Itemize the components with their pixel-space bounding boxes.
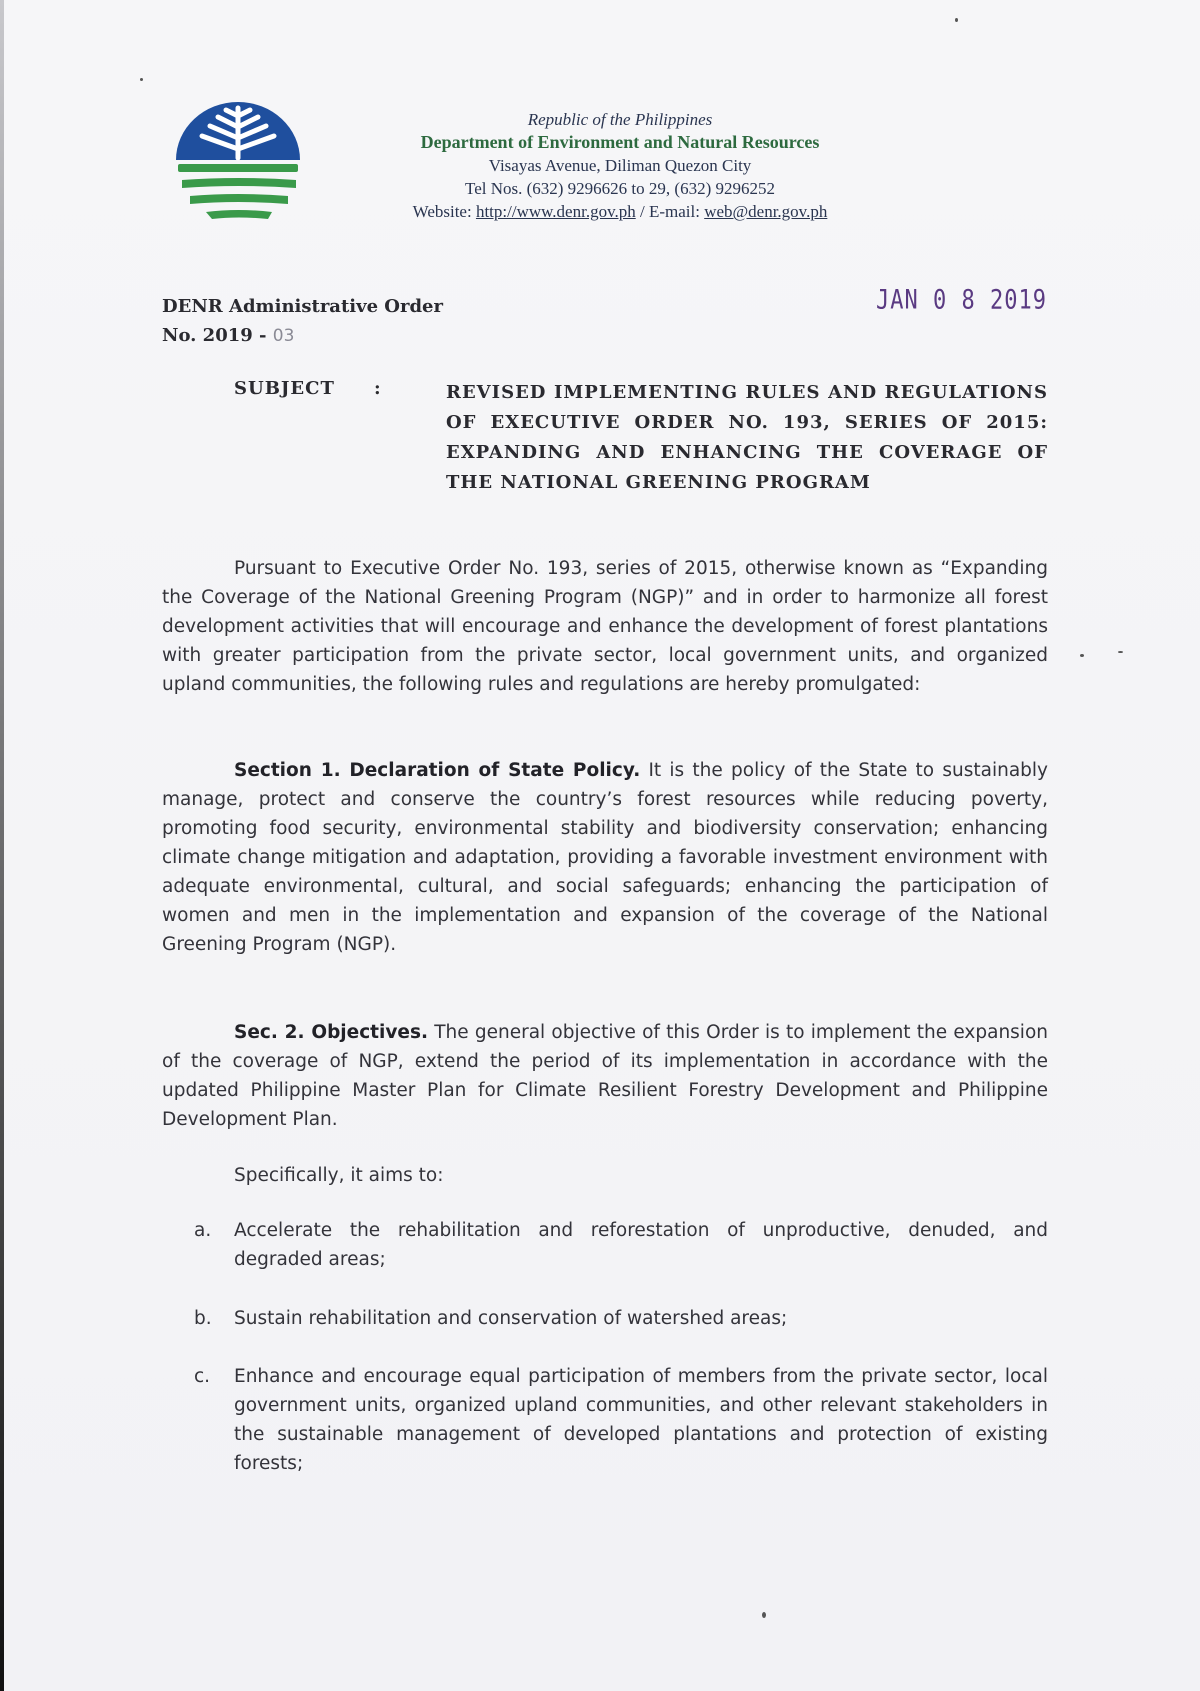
subject-colon: :: [374, 378, 381, 399]
scan-edge-shadow: [0, 0, 4, 1691]
email-label: / E-mail:: [635, 202, 705, 221]
scan-speck: [1080, 654, 1084, 657]
section-2-heading: Sec. 2. Objectives.: [234, 1022, 428, 1043]
date-stamp: JAN 0 8 2019: [876, 285, 1047, 316]
letterhead: [340, 108, 900, 223]
subject-label: SUBJECT: [234, 378, 335, 399]
scan-speck: [140, 78, 143, 81]
denr-logo: [172, 100, 304, 224]
list-item-letter: b.: [194, 1308, 212, 1329]
order-header: [162, 292, 443, 351]
section-2-paragraph: [162, 1018, 1048, 1134]
intro-paragraph: Pursuant to Executive Order No. 193, series of 2015, otherwise known as “Expanding the Coverage of the National Greening Program (NGP)” and in order to harmonize all forest development activities that will encourage and enhance the development of forest plantations with greater participation from the private sector, local government units, and organized upland communities, the following rules and regulations are hereby promulgated:: [162, 558, 1048, 695]
subject-text: REVISED IMPLEMENTING RULES AND REGULATIONS OF EXECUTIVE ORDER NO. 193, SERIES OF 2015: EXPANDING AND ENHANCING THE COVERAGE OF THE NATIONAL GREENING PROGRAM: [446, 382, 1048, 493]
section-1-paragraph: [162, 756, 1048, 959]
list-item-letter: c.: [194, 1366, 211, 1387]
republic-line: Republic of the Philippines: [527, 110, 713, 129]
scan-speck: [762, 1612, 766, 1618]
contact-line: [340, 200, 900, 223]
telephone-line: Tel Nos. (632) 9296626 to 29, (632) 9296252: [465, 179, 775, 198]
website-link[interactable]: http://www.denr.gov.ph: [475, 202, 636, 221]
address-line: Visayas Avenue, Diliman Quezon City: [488, 156, 752, 175]
website-label: Website:: [412, 202, 476, 221]
specifically-line: Specifically, it aims to:: [234, 1165, 444, 1186]
list-item-letter: a.: [194, 1220, 212, 1241]
email-link[interactable]: web@denr.gov.ph: [704, 202, 828, 221]
section-1-text: It is the policy of the State to sustainably manage, protect and conserve the country’s forest resources while reducing poverty, promoting food security, environmental stability and biodiversity conservation; enhancing climate change mitigation and adaptation, providing a favorable investment environment with adequate environmental, cultural, and social safeguards; enhancing the participation of women and men in the implementation and expansion of the coverage of the National Greening Program (NGP).: [162, 760, 1048, 955]
scan-speck: [1118, 651, 1123, 653]
list-item-text: Sustain rehabilitation and conservation of watershed areas;: [234, 1308, 788, 1329]
list-item-text: Enhance and encourage equal participation of members from the private sector, local government units, organized upland communities, and other relevant stakeholders in the sustainable management of developed plantations and protection of existing forests;: [234, 1366, 1048, 1474]
order-number: [162, 321, 443, 351]
order-title: DENR Administrative Order: [162, 296, 443, 317]
department-name: Department of Environment and Natural Resources: [420, 132, 820, 152]
order-number-handwritten: 03: [272, 326, 295, 346]
order-number-prefix: No. 2019 -: [162, 325, 273, 346]
section-2-text: The general objective of this Order is to implement the expansion of the coverage of NGP, extend the period of its implementation in accordance with the updated Philippine Master Plan for Climate Resilient Forestry Development and Philippine Development Plan.: [162, 1022, 1048, 1130]
scan-speck: [955, 18, 958, 22]
section-1-heading: Section 1. Declaration of State Policy.: [234, 760, 641, 781]
list-item-text: Accelerate the rehabilitation and reforestation of unproductive, denuded, and degraded areas;: [234, 1220, 1048, 1270]
